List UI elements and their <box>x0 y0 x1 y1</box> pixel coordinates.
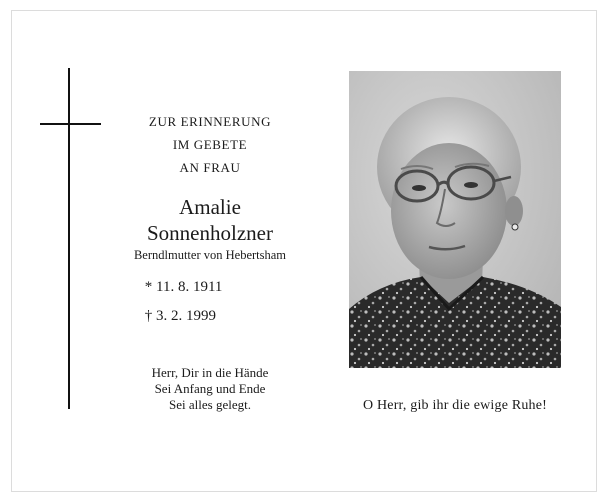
death-date: 3. 2. 1999 <box>156 308 216 324</box>
death-date-line <box>143 303 216 329</box>
heading-line-2: IM GEBETE <box>172 137 248 152</box>
birth-date: 11. 8. 1911 <box>156 279 223 295</box>
birth-star-icon: * <box>144 279 153 295</box>
cross-horizontal-bar <box>40 123 101 125</box>
verse-line-3: Sei alles gelegt. <box>169 397 251 412</box>
verse-line-2: Sei Anfang und Ende <box>154 381 266 396</box>
heading-line-3: AN FRAU <box>179 160 241 175</box>
memorial-heading <box>105 110 315 179</box>
deceased-name-block <box>105 194 315 263</box>
death-cross-icon: † <box>144 308 153 324</box>
cross-vertical-bar <box>68 68 70 409</box>
closing-prayer: O Herr, gib ihr die ewige Ruhe! <box>362 398 548 413</box>
portrait-photo <box>349 71 561 368</box>
heading-line-1: ZUR ERINNERUNG <box>148 114 272 129</box>
first-name: Amalie <box>179 195 241 219</box>
verse-line-1: Herr, Dir in die Hände <box>151 365 269 380</box>
house-name-subtitle: Berndlmutter von Hebertsham <box>133 248 287 262</box>
portrait-illustration <box>349 71 561 368</box>
birth-date-line <box>143 274 222 300</box>
last-name: Sonnenholzner <box>147 221 273 245</box>
verse <box>105 365 315 413</box>
